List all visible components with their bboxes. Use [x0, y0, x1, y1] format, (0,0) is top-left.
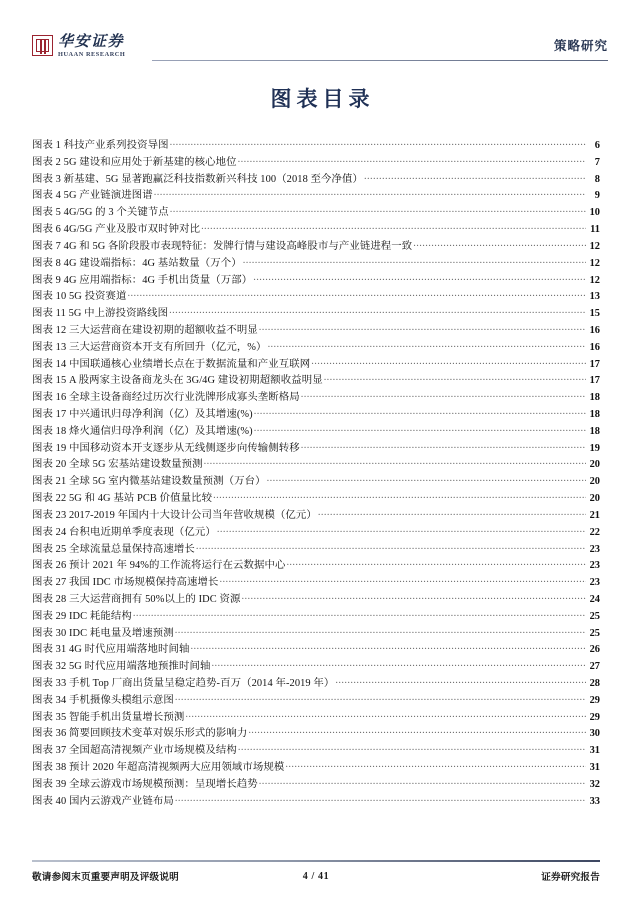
toc-entry[interactable]	[32, 136, 600, 153]
page-title: 图表目录	[270, 86, 375, 111]
toc-entry-label: 图表 22 5G 和 4G 基站 PCB 价值量比较	[32, 493, 213, 505]
toc-entry-label: 图表 28 三大运营商拥有 50%以上的 IDC 资源	[32, 593, 241, 605]
toc-entry-page-number: 29	[589, 711, 600, 723]
toc-entry[interactable]	[32, 792, 600, 809]
toc-entry-label: 图表 23 2017-2019 年国内十大设计公司当年营收规模（亿元）	[32, 509, 317, 521]
toc-entry[interactable]	[32, 388, 600, 405]
toc-leader-dots	[259, 323, 586, 333]
toc-entry[interactable]	[32, 708, 600, 725]
toc-entry-page-number: 21	[589, 509, 600, 521]
toc-entry-label: 图表 30 IDC 耗电量及增速预测	[32, 627, 174, 639]
toc-entry-page-number: 12	[589, 274, 600, 286]
toc-entry-page-number: 25	[589, 627, 600, 639]
footer-report-type: 证券研究报告	[541, 872, 600, 883]
toc-entry[interactable]	[32, 405, 600, 422]
toc-entry[interactable]	[32, 624, 600, 641]
toc-entry-page-number: 12	[589, 240, 600, 252]
toc-entry-label: 图表 34 手机摄像头模组示意图	[32, 694, 174, 706]
toc-entry[interactable]	[32, 758, 600, 775]
toc-entry-label: 图表 2 5G 建设和应用处于新基建的核心地位	[32, 156, 237, 168]
toc-leader-dots	[190, 642, 586, 652]
toc-entry-page-number: 32	[589, 778, 600, 790]
toc-entry[interactable]	[32, 691, 600, 708]
toc-entry-page-number: 23	[589, 560, 600, 572]
footer-disclaimer: 敬请参阅末页重要声明及评级说明	[32, 872, 179, 883]
toc-entry-page-number: 24	[589, 593, 600, 605]
toc-entry[interactable]	[32, 724, 600, 741]
toc-leader-dots	[311, 357, 586, 367]
toc-leader-dots	[243, 256, 586, 266]
toc-entry-page-number: 18	[589, 425, 600, 437]
toc-entry-page-number: 31	[589, 762, 600, 774]
toc-entry-page-number: 28	[589, 678, 600, 689]
toc-entry-page-number: 20	[589, 476, 600, 488]
toc-entry-label: 图表 3 新基建、5G 显著跑赢泛科技指数新兴科技 100（2018 至今净值）	[32, 173, 364, 185]
page-header	[0, 34, 640, 76]
toc-entry-page-number: 26	[589, 644, 600, 656]
toc-entry-label: 图表 10 5G 投资赛道	[32, 291, 127, 303]
toc-entry[interactable]	[32, 607, 600, 624]
toc-leader-dots	[238, 155, 586, 165]
toc-entry-page-number: 12	[589, 257, 600, 269]
toc-entry[interactable]	[32, 237, 600, 254]
toc-entry-label: 图表 13 三大运营商资本开支有所回升（亿元，%）	[32, 341, 267, 353]
toc-entry[interactable]	[32, 674, 600, 691]
toc-entry-page-number: 20	[589, 493, 600, 505]
toc-leader-dots	[248, 726, 586, 736]
brand-text	[58, 34, 125, 58]
toc-entry-label: 图表 17 中兴通讯归母净利润（亿）及其增速(%)	[32, 409, 253, 420]
toc-entry[interactable]	[32, 455, 600, 472]
toc-entry-label: 图表 32 5G 时代应用端落地预推时间轴	[32, 661, 211, 673]
page-number: 4 / 41	[302, 870, 330, 882]
toc-entry-label: 图表 24 台积电近期单季度表现（亿元）	[32, 526, 216, 538]
toc-entry-label: 图表 21 全球 5G 室内微基站建设数量预测（万台）	[32, 476, 266, 488]
toc-entry-page-number: 33	[589, 795, 600, 807]
toc-entry-label: 图表 16 全球主设备商经过历次行业洗牌形成寡头垄断格局	[32, 392, 300, 404]
toc-leader-dots	[267, 474, 586, 484]
toc-leader-dots	[242, 592, 587, 602]
toc-leader-dots	[213, 491, 586, 501]
toc-leader-dots	[175, 626, 586, 636]
toc-leader-dots	[254, 424, 586, 434]
toc-entry-label: 图表 1 科技产业系列投资导图	[32, 140, 169, 151]
toc-entry-page-number: 25	[589, 610, 600, 622]
toc-leader-dots	[169, 306, 586, 316]
toc-entry[interactable]	[32, 203, 600, 220]
toc-entry[interactable]	[32, 186, 600, 203]
page-footer	[32, 860, 600, 883]
toc-entry-label: 图表 39 全球云游戏市场规模预测：呈现增长趋势	[32, 778, 258, 790]
toc-entry[interactable]	[32, 220, 600, 237]
toc-entry[interactable]	[32, 657, 600, 674]
toc-entry[interactable]	[32, 523, 600, 540]
table-of-contents	[32, 136, 600, 809]
toc-leader-dots	[201, 222, 586, 232]
toc-entry[interactable]	[32, 439, 600, 456]
toc-entry[interactable]	[32, 590, 600, 607]
toc-entry-page-number: 13	[589, 291, 600, 303]
toc-entry[interactable]	[32, 775, 600, 792]
company-logo	[32, 34, 125, 58]
toc-entry[interactable]	[32, 489, 600, 506]
brand-name-cn: 华安证券	[58, 32, 125, 50]
toc-entry[interactable]	[32, 338, 600, 355]
footer-divider	[32, 860, 600, 862]
toc-leader-dots	[285, 760, 586, 770]
toc-entry[interactable]	[32, 304, 600, 321]
toc-leader-dots	[170, 205, 586, 215]
toc-entry-label: 图表 38 预计 2020 年超高清视频两大应用领域市场规模	[32, 762, 285, 774]
toc-entry-label: 图表 6 4G/5G 产业及股市双时钟对比	[32, 224, 201, 236]
toc-entry[interactable]	[32, 271, 600, 288]
toc-entry-label: 图表 12 三大运营商在建设初期的超额收益不明显	[32, 324, 258, 336]
toc-entry-page-number: 17	[589, 358, 600, 370]
toc-entry-page-number: 15	[589, 308, 600, 320]
toc-entry-label: 图表 40 国内云游戏产业链布局	[32, 795, 174, 807]
toc-entry-label: 图表 15 A 股两家主设备商龙头在 3G/4G 建设初期超额收益明显	[32, 375, 323, 387]
toc-entry-page-number: 10	[589, 207, 600, 219]
toc-leader-dots	[211, 659, 586, 669]
toc-entry[interactable]	[32, 573, 600, 590]
toc-entry-page-number: 29	[589, 694, 600, 706]
toc-entry-page-number: 18	[589, 392, 600, 404]
toc-leader-dots	[335, 676, 586, 686]
header-department-label: 策略研究	[553, 38, 608, 53]
toc-leader-dots	[175, 693, 586, 703]
toc-leader-dots	[175, 794, 586, 804]
toc-leader-dots	[253, 273, 586, 283]
toc-entry-page-number: 22	[589, 526, 600, 538]
toc-entry-page-number: 16	[589, 324, 600, 336]
toc-entry-page-number: 20	[589, 459, 600, 471]
toc-entry-label: 图表 14 中国联通核心业绩增长点在于数据流量和产业互联网	[32, 358, 311, 370]
toc-entry-page-number: 16	[589, 341, 600, 353]
toc-entry[interactable]	[32, 741, 600, 758]
toc-entry-label: 图表 36 简要回顾技术变革对娱乐形式的影响力	[32, 728, 248, 740]
toc-entry[interactable]	[32, 506, 600, 523]
toc-entry[interactable]	[32, 371, 600, 388]
toc-leader-dots	[254, 407, 586, 417]
toc-entry-label: 图表 20 全球 5G 宏基站建设数量预测	[32, 459, 203, 471]
toc-entry[interactable]	[32, 355, 600, 372]
toc-entry-page-number: 7	[594, 156, 600, 168]
toc-leader-dots	[268, 340, 586, 350]
toc-leader-dots	[318, 508, 586, 518]
toc-entry-page-number: 9	[594, 190, 600, 202]
toc-entry-label: 图表 31 4G 时代应用端落地时间轴	[32, 644, 190, 656]
toc-entry-page-number: 19	[589, 442, 600, 454]
toc-entry-label: 图表 7 4G 和 5G 各阶段股市表现特征：发牌行情与建设高峰股市与产业链进程一致	[32, 240, 413, 252]
toc-leader-dots	[204, 457, 586, 467]
toc-entry-label: 图表 29 IDC 耗能结构	[32, 610, 132, 622]
toc-entry[interactable]	[32, 170, 600, 187]
toc-entry-page-number: 18	[589, 409, 600, 420]
toc-leader-dots	[259, 777, 586, 787]
toc-entry-label: 图表 26 预计 2021 年 94%的工作流将运行在云数据中心	[32, 560, 286, 572]
toc-entry[interactable]	[32, 472, 600, 489]
toc-entry-label: 图表 11 5G 中上游投资路线图	[32, 308, 169, 320]
toc-entry-label: 图表 25 全球流量总量保持高速增长	[32, 543, 195, 555]
toc-entry-page-number: 23	[589, 577, 600, 589]
toc-entry[interactable]	[32, 254, 600, 271]
toc-entry-label: 图表 18 烽火通信归母净利润（亿）及其增速(%)	[32, 425, 253, 437]
toc-entry-page-number: 6	[594, 140, 600, 151]
toc-leader-dots	[133, 609, 586, 619]
toc-entry[interactable]	[32, 640, 600, 657]
toc-entry[interactable]	[32, 540, 600, 557]
toc-entry-label: 图表 19 中国移动资本开支逐步从无线侧逐步向传输侧转移	[32, 442, 300, 454]
toc-entry[interactable]	[32, 321, 600, 338]
toc-entry-page-number: 8	[594, 173, 600, 185]
toc-entry-label: 图表 4 5G 产业链演进图谱	[32, 190, 153, 202]
toc-leader-dots	[364, 172, 586, 182]
toc-leader-dots	[154, 188, 586, 198]
toc-leader-dots	[286, 558, 586, 568]
toc-entry-page-number: 11	[590, 224, 600, 236]
toc-leader-dots	[301, 441, 586, 451]
toc-entry-label: 图表 9 4G 应用端指标：4G 手机出货量（万部）	[32, 274, 253, 286]
toc-leader-dots	[219, 575, 586, 585]
toc-entry-page-number: 27	[589, 661, 600, 673]
brand-name-en: HUAAN RESEARCH	[58, 51, 126, 58]
toc-leader-dots	[128, 289, 586, 299]
toc-entry-label: 图表 27 我国 IDC 市场规模保持高速增长	[32, 577, 219, 589]
seal-stamp-icon	[32, 35, 53, 56]
toc-entry[interactable]	[32, 422, 600, 439]
toc-leader-dots	[301, 390, 586, 400]
toc-leader-dots	[196, 542, 586, 552]
toc-entry[interactable]	[32, 287, 600, 304]
toc-entry-label: 图表 37 全国超高清视频产业市场规模及结构	[32, 745, 237, 757]
toc-leader-dots	[170, 138, 586, 148]
toc-entry[interactable]	[32, 153, 600, 170]
toc-entry[interactable]	[32, 556, 600, 573]
toc-entry-page-number: 17	[589, 375, 600, 387]
toc-leader-dots	[238, 743, 586, 753]
toc-entry-label: 图表 35 智能手机出货量增长预测	[32, 711, 185, 723]
toc-entry-label: 图表 8 4G 建设端指标：4G 基站数量（万个）	[32, 257, 242, 269]
toc-entry-page-number: 30	[589, 728, 600, 740]
header-divider	[152, 60, 608, 61]
toc-entry-label: 图表 33 手机 Top 厂商出货量呈稳定趋势-百万（2014 年-2019 年）	[32, 678, 335, 689]
toc-entry-page-number: 23	[589, 543, 600, 555]
toc-entry-label: 图表 5 4G/5G 的 3 个关键节点	[32, 207, 169, 219]
toc-leader-dots	[185, 710, 586, 720]
toc-leader-dots	[324, 373, 586, 383]
toc-leader-dots	[217, 525, 586, 535]
toc-leader-dots	[413, 239, 586, 249]
toc-entry-page-number: 31	[589, 745, 600, 757]
